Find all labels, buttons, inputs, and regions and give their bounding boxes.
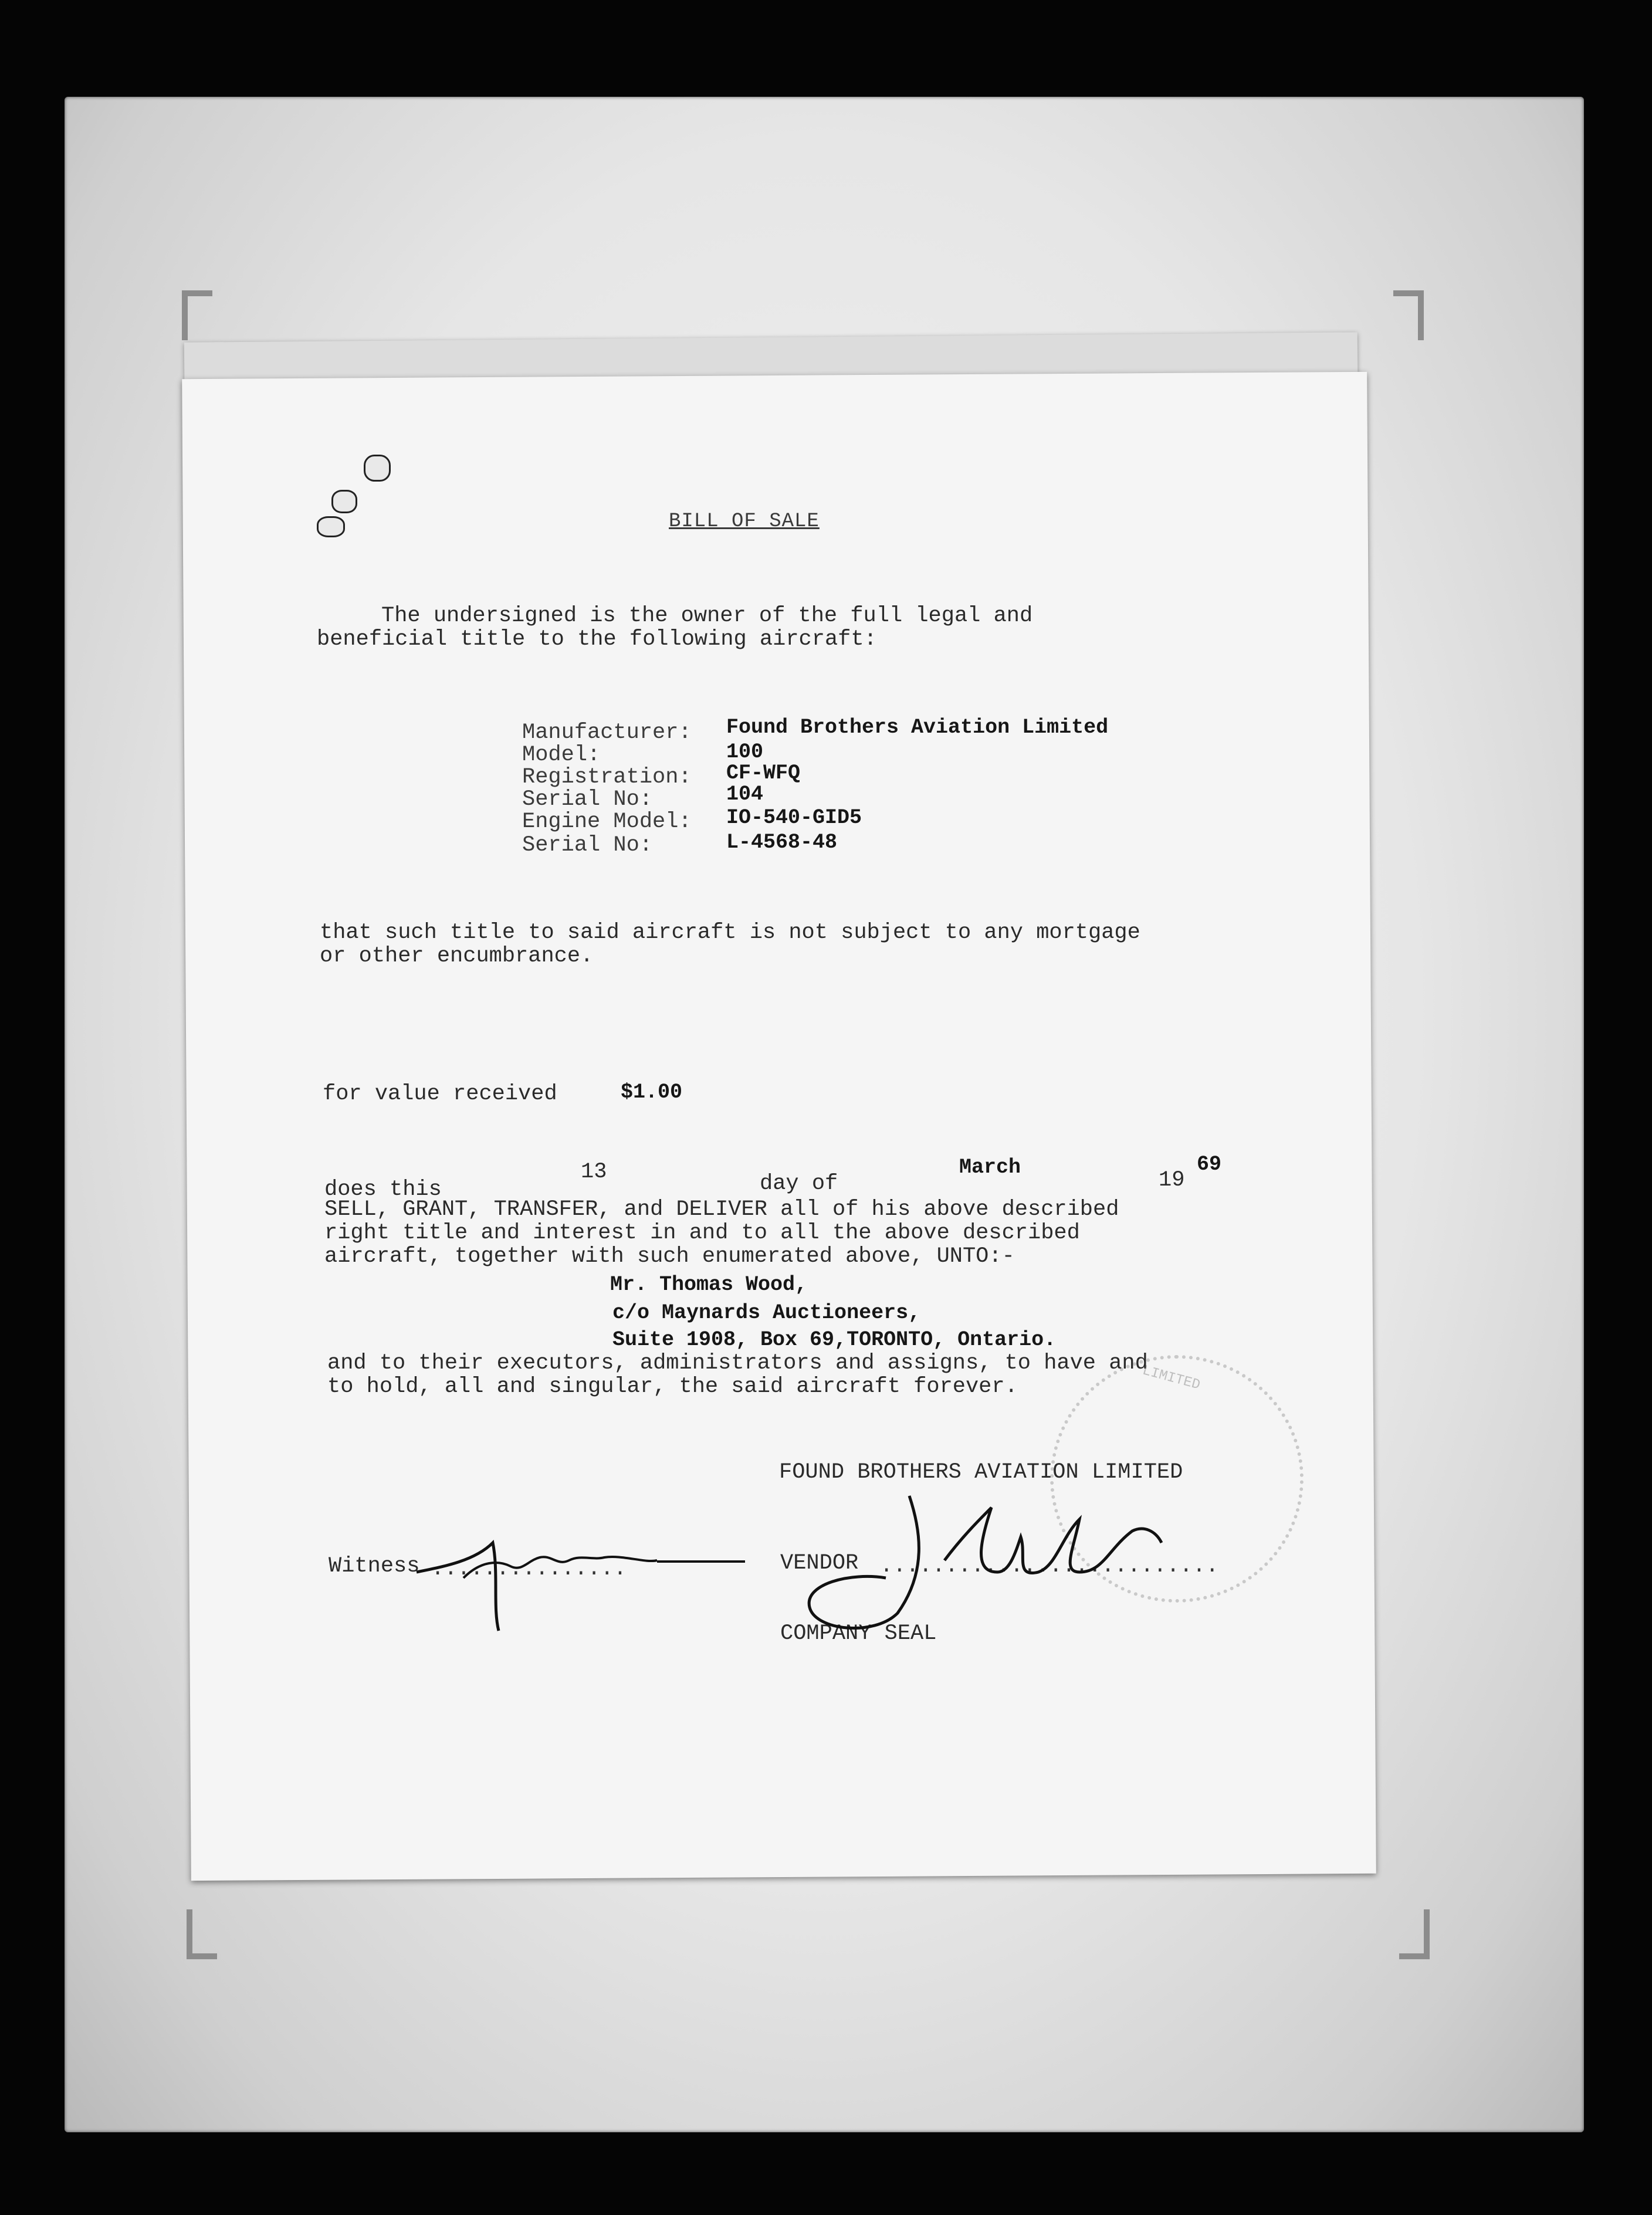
recipient-company: c/o Maynards Auctioneers, bbox=[612, 1301, 921, 1325]
spec-label-engine-model: Engine Model: bbox=[522, 810, 692, 834]
day-of-label: day of bbox=[760, 1171, 838, 1196]
month-value: March bbox=[959, 1156, 1021, 1179]
spec-value-engine-serial: L-4568-48 bbox=[726, 831, 838, 854]
corner-mark-bottom-left bbox=[187, 1909, 217, 1959]
recipient-address: Suite 1908, Box 69,TORONTO, Ontario. bbox=[612, 1328, 1057, 1352]
encumbrance-paragraph: that such title to said aircraft is not subject to any mortgage or other encumbrance. bbox=[320, 920, 1140, 968]
year-suffix: 69 bbox=[1197, 1153, 1222, 1176]
spec-label-serial: Serial No: bbox=[522, 787, 653, 812]
value-amount: $1.00 bbox=[621, 1081, 683, 1104]
corner-mark-top-right bbox=[1393, 290, 1424, 340]
does-this-label: does this bbox=[324, 1177, 442, 1202]
vendor-label: VENDOR bbox=[780, 1551, 859, 1576]
recipient-name: Mr. Thomas Wood, bbox=[610, 1273, 808, 1296]
day-value: 13 bbox=[581, 1160, 607, 1184]
spec-label-registration: Registration: bbox=[522, 765, 692, 790]
spec-value-manufacturer: Found Brothers Aviation Limited bbox=[726, 716, 1109, 739]
spec-value-registration: CF-WFQ bbox=[726, 761, 801, 785]
witness-signature bbox=[411, 1525, 763, 1642]
punch-hole bbox=[317, 516, 345, 537]
vendor-signature bbox=[804, 1484, 1179, 1637]
spec-value-serial: 104 bbox=[726, 783, 764, 806]
vendor-dotted-line: .......................... bbox=[880, 1554, 1219, 1579]
transfer-paragraph: SELL, GRANT, TRANSFER, and DELIVER all of his above described right title and interest in and to all the above described aircraft, together with such enumerated above, UNTO:- bbox=[324, 1197, 1119, 1269]
spec-label-manufacturer: Manufacturer: bbox=[522, 720, 692, 745]
witness-dotted-line: ............... bbox=[431, 1557, 627, 1581]
value-label: for value received bbox=[323, 1082, 557, 1106]
seal-text: LIMITED bbox=[1140, 1363, 1202, 1394]
corner-mark-top-left bbox=[182, 290, 212, 340]
witness-label: Witness bbox=[329, 1554, 420, 1579]
corner-mark-bottom-right bbox=[1399, 1909, 1430, 1959]
punch-hole bbox=[331, 490, 357, 513]
spec-value-model: 100 bbox=[726, 740, 764, 764]
document-title: BILL OF SALE bbox=[669, 510, 820, 533]
punch-hole bbox=[364, 455, 391, 482]
spec-value-engine-model: IO-540-GID5 bbox=[726, 806, 862, 829]
year-prefix: 19 bbox=[1159, 1168, 1185, 1193]
company-seal-label: COMPANY SEAL bbox=[780, 1621, 937, 1646]
spec-label-engine-serial: Serial No: bbox=[522, 833, 653, 858]
company-name: FOUND BROTHERS AVIATION LIMITED bbox=[779, 1460, 1183, 1485]
intro-paragraph: The undersigned is the owner of the full legal and beneficial title to the following aircraft: bbox=[317, 604, 1033, 652]
closing-paragraph: and to their executors, administrators and assigns, to have and to hold, all and singular, the said aircraft forever. bbox=[327, 1351, 1148, 1399]
spec-label-model: Model: bbox=[522, 743, 601, 767]
document-sheet bbox=[182, 372, 1376, 1881]
